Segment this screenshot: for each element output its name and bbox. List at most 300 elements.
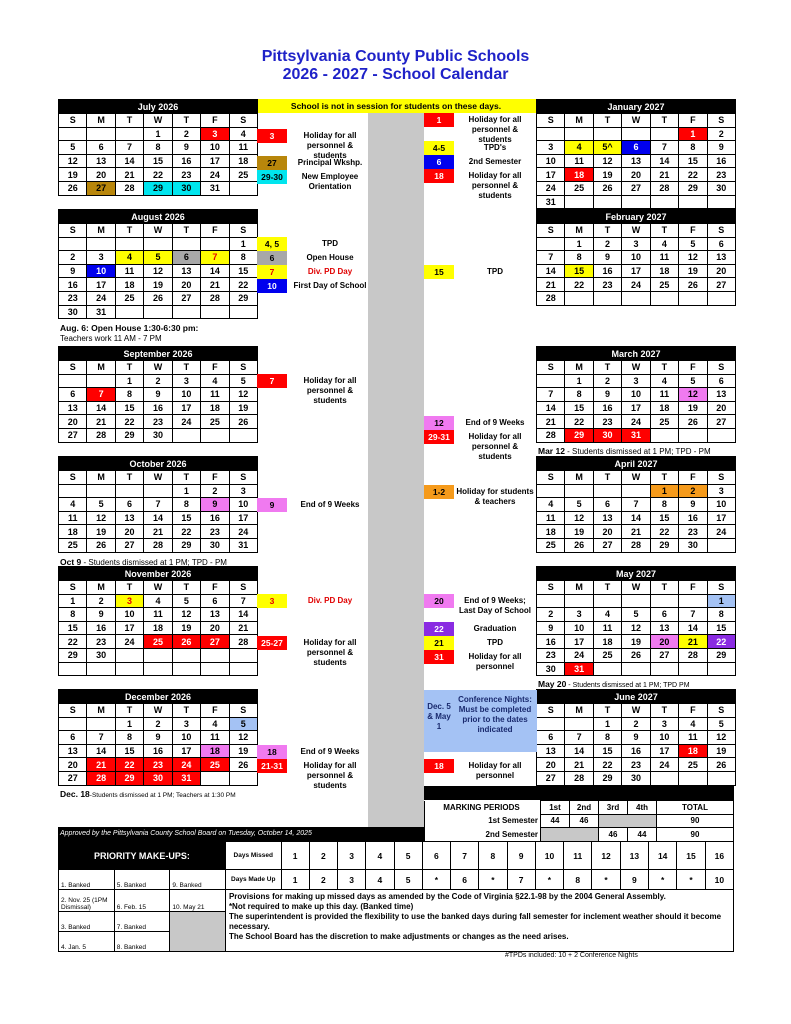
weekday-header: F xyxy=(679,361,707,375)
day-cell: 26 xyxy=(622,648,650,662)
legend-key: 31 xyxy=(424,650,454,664)
week-row xyxy=(59,635,258,649)
day-cell: 30 xyxy=(593,428,621,442)
day-cell xyxy=(537,374,565,388)
day-cell: 23 xyxy=(593,278,621,292)
day-cell: 20 xyxy=(622,168,650,182)
legend-key: 1-2 xyxy=(424,485,454,499)
mar-note: Mar 12 - Students dismissed at 1 PM; TPD - PM xyxy=(538,446,711,456)
day-cell: 9 xyxy=(87,608,115,622)
day-cell: 5 xyxy=(707,717,735,731)
day-cell: 21 xyxy=(622,525,650,539)
calendar-apr xyxy=(536,456,736,553)
weekday-header: M xyxy=(87,114,115,128)
day-cell: 24 xyxy=(707,525,735,539)
day-cell: 9 xyxy=(201,498,229,512)
day-cell: 12 xyxy=(707,731,735,745)
day-cell: 29 xyxy=(593,771,621,785)
day-cell: 25 xyxy=(650,278,678,292)
day-cell: 2 xyxy=(537,608,565,622)
day-cell: 16 xyxy=(593,264,621,278)
makeup-table: PRIORITY MAKE-UPS: Days Missed 1 2 3 4 5 6 7 8 9 10 11 12 13 14 15 16 1. Banked 5. Banked 9. Banked Days Made Up 1 2 3 4 5 * 6 * 7 * 8 * 9 * * 10 2. Nov. 25 (1PM Dismissal) 6. Feb. 15 10. May 21 Provisions for making up missed days as amended by the Code of Virginia §22.1-98 by the 2004 General Assembly. *Not required to make up this day. (Banked time) The superintendent is provided the flexibility to use the banked days during fall semester for inclement weather should it become necessary. The School Board has the discretion to make adjustments or changes as the need arises. 3. Banked 7. Banked 4. Jan. 5 8. Banked xyxy=(58,841,734,952)
day-cell xyxy=(622,484,650,498)
legend-key: 18 xyxy=(257,745,287,759)
day-cell xyxy=(593,291,621,305)
day-cell xyxy=(622,195,650,209)
day-cell: 4 xyxy=(593,608,621,622)
day-cell xyxy=(201,662,229,676)
legend-key: 21-31 xyxy=(257,759,287,773)
day-cell: 22 xyxy=(172,525,200,539)
week-row xyxy=(537,278,736,292)
week-row xyxy=(537,648,736,662)
day-cell xyxy=(59,374,87,388)
day-cell: 24 xyxy=(537,181,565,195)
day-cell xyxy=(115,305,143,319)
day-cell: 12 xyxy=(59,154,87,168)
day-cell: 13 xyxy=(622,154,650,168)
legend-key: 29-30 xyxy=(257,170,287,184)
day-cell: 3 xyxy=(201,127,229,141)
day-cell xyxy=(87,237,115,251)
day-cell: 6 xyxy=(537,731,565,745)
calendar-jun xyxy=(536,689,736,786)
week-row xyxy=(59,237,258,251)
weekday-header: S xyxy=(229,704,257,718)
day-cell: 12 xyxy=(144,264,172,278)
day-cell: 11 xyxy=(593,621,621,635)
day-cell: 26 xyxy=(87,538,115,552)
day-cell: 21 xyxy=(537,415,565,429)
calendar-sep xyxy=(58,346,258,443)
weekday-header: S xyxy=(229,361,257,375)
weekday-header: M xyxy=(87,581,115,595)
day-cell: 13 xyxy=(201,608,229,622)
day-cell: 23 xyxy=(144,758,172,772)
legend-desc: First Day of School xyxy=(293,281,367,290)
day-cell: 28 xyxy=(650,181,678,195)
week-row xyxy=(537,428,736,442)
day-cell xyxy=(229,662,257,676)
day-cell: 3 xyxy=(537,141,565,155)
day-cell: 23 xyxy=(87,635,115,649)
day-cell: 10 xyxy=(201,141,229,155)
weekday-header: S xyxy=(707,224,735,238)
conference-nights-box: Dec. 5 & May 1 Conference Nights: Must be completed prior to the dates indicated xyxy=(424,690,537,752)
legend-key: 6 xyxy=(257,251,287,265)
day-cell: 9 xyxy=(172,141,200,155)
weekday-header: S xyxy=(707,471,735,485)
day-cell: 4 xyxy=(115,251,143,265)
day-cell: 23 xyxy=(679,525,707,539)
calendar-may xyxy=(536,566,736,676)
day-cell: 23 xyxy=(201,525,229,539)
day-cell: 11 xyxy=(201,731,229,745)
legend-desc: End of 9 Weeks xyxy=(465,418,525,427)
day-cell: 14 xyxy=(650,154,678,168)
page-title: Pittsylvania County Public Schools 2026 - 2027 - School Calendar xyxy=(261,48,530,83)
day-cell: 2 xyxy=(201,484,229,498)
day-cell xyxy=(593,195,621,209)
weekday-header: F xyxy=(201,224,229,238)
legend-desc: End of 9 Weeks xyxy=(300,747,360,756)
day-cell: 25 xyxy=(201,758,229,772)
weekday-header: T xyxy=(593,361,621,375)
week-row xyxy=(537,744,736,758)
weekday-header: W xyxy=(144,224,172,238)
legend-key: 15 xyxy=(424,265,454,279)
legend-key: 22 xyxy=(424,622,454,636)
day-cell: 8 xyxy=(565,388,593,402)
day-cell xyxy=(172,428,200,442)
day-cell: 21 xyxy=(650,168,678,182)
day-cell: 4 xyxy=(679,717,707,731)
week-row xyxy=(537,758,736,772)
day-cell: 16 xyxy=(144,401,172,415)
day-cell: 18 xyxy=(650,401,678,415)
day-cell xyxy=(537,237,565,251)
weekday-header: F xyxy=(201,114,229,128)
day-cell: 22 xyxy=(593,758,621,772)
calendar-aug xyxy=(58,209,258,319)
day-cell: 23 xyxy=(59,291,87,305)
weekday-header: S xyxy=(707,361,735,375)
legend-key: 3 xyxy=(257,594,287,608)
week-row xyxy=(59,401,258,415)
day-cell: 19 xyxy=(172,621,200,635)
weekday-header: M xyxy=(87,471,115,485)
day-cell: 2 xyxy=(593,374,621,388)
day-cell xyxy=(622,291,650,305)
day-cell: 8 xyxy=(229,251,257,265)
day-cell xyxy=(144,662,172,676)
day-cell: 18 xyxy=(565,168,593,182)
day-cell xyxy=(201,771,229,785)
weekday-header: W xyxy=(144,361,172,375)
day-cell: 5 xyxy=(172,594,200,608)
week-row xyxy=(59,648,258,662)
day-cell: 20 xyxy=(87,168,115,182)
day-cell: 23 xyxy=(593,415,621,429)
day-cell: 11 xyxy=(537,511,565,525)
day-cell: 7 xyxy=(87,731,115,745)
legend-key: 4, 5 xyxy=(257,237,287,251)
marking-periods-table: MARKING PERIODS 1st 2nd 3rd 4th TOTAL 1st Semester 44 46 90 2nd Semester 46 44 90 xyxy=(424,800,734,842)
day-cell xyxy=(707,195,735,209)
day-cell: 4 xyxy=(59,498,87,512)
day-cell: 11 xyxy=(650,388,678,402)
day-cell: 15 xyxy=(172,511,200,525)
day-cell: 16 xyxy=(87,621,115,635)
day-cell: 2 xyxy=(622,717,650,731)
day-cell: 19 xyxy=(679,264,707,278)
month-title: August 2026 xyxy=(59,210,258,224)
day-cell: 5 xyxy=(622,608,650,622)
day-cell: 27 xyxy=(650,648,678,662)
day-cell: 3 xyxy=(622,374,650,388)
divider-bar xyxy=(368,827,424,841)
day-cell: 26 xyxy=(565,538,593,552)
day-cell: 20 xyxy=(59,758,87,772)
day-cell: 30 xyxy=(87,648,115,662)
day-cell: 18 xyxy=(201,744,229,758)
day-cell: 31 xyxy=(201,181,229,195)
weekday-header: T xyxy=(115,704,143,718)
day-cell: 19 xyxy=(593,168,621,182)
day-cell: 4 xyxy=(565,141,593,155)
day-cell: 12 xyxy=(172,608,200,622)
day-cell: 16 xyxy=(172,154,200,168)
day-cell: 2 xyxy=(679,484,707,498)
week-row xyxy=(537,291,736,305)
month-title: December 2026 xyxy=(59,690,258,704)
day-cell: 30 xyxy=(144,428,172,442)
week-row xyxy=(59,374,258,388)
day-cell: 17 xyxy=(172,744,200,758)
day-cell: 25 xyxy=(593,648,621,662)
day-cell: 14 xyxy=(201,264,229,278)
day-cell: 13 xyxy=(115,511,143,525)
day-cell: 30 xyxy=(537,662,565,676)
day-cell: 19 xyxy=(144,278,172,292)
day-cell: 31 xyxy=(229,538,257,552)
weekday-header: T xyxy=(593,471,621,485)
day-cell: 30 xyxy=(59,305,87,319)
day-cell xyxy=(679,195,707,209)
day-cell xyxy=(650,594,678,608)
day-cell: 3 xyxy=(650,717,678,731)
aug-note: Aug. 6: Open House 1:30-6:30 pm: Teachers work 11 AM - 7 PM xyxy=(60,323,199,343)
legend-key: 4-5 xyxy=(424,141,454,155)
day-cell: 18 xyxy=(229,154,257,168)
day-cell: 9 xyxy=(59,264,87,278)
day-cell: 9 xyxy=(144,388,172,402)
day-cell: 8 xyxy=(565,251,593,265)
weekday-header: T xyxy=(172,704,200,718)
day-cell: 7 xyxy=(115,141,143,155)
day-cell: 1 xyxy=(679,127,707,141)
day-cell xyxy=(59,662,87,676)
day-cell: 8 xyxy=(115,388,143,402)
day-cell: 22 xyxy=(144,168,172,182)
day-cell: 29 xyxy=(650,538,678,552)
day-cell xyxy=(201,648,229,662)
day-cell: 14 xyxy=(87,401,115,415)
day-cell: 20 xyxy=(172,278,200,292)
week-row xyxy=(537,251,736,265)
day-cell: 22 xyxy=(229,278,257,292)
day-cell: 24 xyxy=(565,648,593,662)
day-cell: 13 xyxy=(707,388,735,402)
day-cell: 19 xyxy=(87,525,115,539)
day-cell: 4 xyxy=(201,374,229,388)
day-cell: 15 xyxy=(59,621,87,635)
day-cell: 5 xyxy=(229,717,257,731)
weekday-header: M xyxy=(565,581,593,595)
day-cell: 13 xyxy=(59,401,87,415)
day-cell: 5 xyxy=(87,498,115,512)
legend-desc: TPD's xyxy=(483,143,507,152)
weekday-header: S xyxy=(229,224,257,238)
legend-desc: Holiday for all personnel xyxy=(468,761,522,780)
day-cell xyxy=(565,291,593,305)
week-row xyxy=(59,415,258,429)
day-cell: 10 xyxy=(537,154,565,168)
day-cell: 8 xyxy=(59,608,87,622)
week-row xyxy=(537,731,736,745)
day-cell: 20 xyxy=(650,635,678,649)
week-row xyxy=(59,264,258,278)
day-cell: 29 xyxy=(115,771,143,785)
day-cell: 14 xyxy=(565,744,593,758)
day-cell xyxy=(144,648,172,662)
day-cell xyxy=(229,181,257,195)
weekday-header: F xyxy=(201,581,229,595)
day-cell: 2 xyxy=(87,594,115,608)
day-cell: 10 xyxy=(565,621,593,635)
week-row xyxy=(537,525,736,539)
day-cell: 28 xyxy=(537,428,565,442)
tpds-included: #TPDs included: 10 + 2 Conference Nights xyxy=(505,952,638,959)
day-cell: 19 xyxy=(229,401,257,415)
day-cell: 27 xyxy=(172,291,200,305)
day-cell: 1 xyxy=(593,717,621,731)
weekday-header: T xyxy=(172,581,200,595)
week-row xyxy=(537,195,736,209)
day-cell: 26 xyxy=(593,181,621,195)
week-row xyxy=(59,127,258,141)
day-cell: 13 xyxy=(59,744,87,758)
day-cell xyxy=(707,538,735,552)
day-cell: 22 xyxy=(565,278,593,292)
day-cell: 26 xyxy=(229,415,257,429)
week-row xyxy=(537,388,736,402)
day-cell: 6 xyxy=(59,388,87,402)
day-cell: 4 xyxy=(144,594,172,608)
week-row xyxy=(537,538,736,552)
weekday-header: T xyxy=(593,224,621,238)
day-cell xyxy=(537,717,565,731)
week-row xyxy=(59,305,258,319)
day-cell xyxy=(172,662,200,676)
weekday-header: T xyxy=(115,361,143,375)
day-cell: 26 xyxy=(679,415,707,429)
weekday-header: W xyxy=(622,114,650,128)
day-cell: 29 xyxy=(144,181,172,195)
day-cell: 3 xyxy=(565,608,593,622)
day-cell: 21 xyxy=(87,758,115,772)
weekday-header: S xyxy=(537,471,565,485)
day-cell: 31 xyxy=(622,428,650,442)
week-row xyxy=(537,498,736,512)
day-cell: 21 xyxy=(115,168,143,182)
day-cell xyxy=(87,127,115,141)
day-cell xyxy=(650,127,678,141)
legend-desc: Graduation xyxy=(473,624,517,633)
day-cell: 3 xyxy=(229,484,257,498)
day-cell: 15 xyxy=(115,744,143,758)
week-row xyxy=(59,498,258,512)
day-cell: 1 xyxy=(565,237,593,251)
day-cell: 11 xyxy=(565,154,593,168)
legend-desc: TPD xyxy=(322,239,338,248)
legend-key: 1 xyxy=(424,113,454,127)
weekday-header: W xyxy=(622,704,650,718)
week-row xyxy=(59,594,258,608)
day-cell: 2 xyxy=(593,237,621,251)
day-cell: 9 xyxy=(679,498,707,512)
legend-desc: End of 9 Weeks; Last Day of School xyxy=(458,596,531,615)
weekday-header: T xyxy=(650,704,678,718)
legend-desc: Open House xyxy=(306,253,354,262)
legend-key: 29-31 xyxy=(424,430,454,444)
day-cell xyxy=(565,717,593,731)
weekday-header: S xyxy=(537,581,565,595)
day-cell: 26 xyxy=(144,291,172,305)
day-cell: 14 xyxy=(87,744,115,758)
day-cell: 1 xyxy=(172,484,200,498)
day-cell: 8 xyxy=(593,731,621,745)
week-row xyxy=(537,608,736,622)
day-cell: 5 xyxy=(144,251,172,265)
day-cell: 7 xyxy=(622,498,650,512)
day-cell: 6 xyxy=(201,594,229,608)
day-cell: 7 xyxy=(201,251,229,265)
day-cell: 18 xyxy=(593,635,621,649)
day-cell xyxy=(229,428,257,442)
day-cell xyxy=(144,305,172,319)
day-cell: 12 xyxy=(565,511,593,525)
day-cell: 13 xyxy=(593,511,621,525)
legend-desc: TPD xyxy=(487,267,503,276)
weekday-header: S xyxy=(59,114,87,128)
week-row xyxy=(537,141,736,155)
day-cell xyxy=(87,484,115,498)
day-cell: 15 xyxy=(144,154,172,168)
day-cell: 29 xyxy=(172,538,200,552)
day-cell: 28 xyxy=(115,181,143,195)
legend-key: 10 xyxy=(257,279,287,293)
day-cell: 11 xyxy=(115,264,143,278)
weekday-header: S xyxy=(537,224,565,238)
day-cell: 6 xyxy=(622,141,650,155)
day-cell xyxy=(172,648,200,662)
day-cell xyxy=(622,127,650,141)
day-cell: 4 xyxy=(229,127,257,141)
legend-key: 25-27 xyxy=(257,636,287,650)
day-cell: 24 xyxy=(115,635,143,649)
day-cell: 22 xyxy=(59,635,87,649)
weekday-header: T xyxy=(115,224,143,238)
weekday-header: S xyxy=(707,581,735,595)
day-cell: 25 xyxy=(201,415,229,429)
day-cell: 25 xyxy=(229,168,257,182)
day-cell: 3 xyxy=(172,374,200,388)
day-cell: 24 xyxy=(622,415,650,429)
day-cell: 4 xyxy=(650,374,678,388)
day-cell xyxy=(172,305,200,319)
day-cell: 16 xyxy=(201,511,229,525)
day-cell: 22 xyxy=(707,635,735,649)
day-cell: 24 xyxy=(172,415,200,429)
week-row xyxy=(59,621,258,635)
day-cell: 1 xyxy=(707,594,735,608)
day-cell xyxy=(650,291,678,305)
day-cell: 26 xyxy=(229,758,257,772)
day-cell: 7 xyxy=(229,594,257,608)
week-row xyxy=(537,717,736,731)
day-cell: 27 xyxy=(707,415,735,429)
